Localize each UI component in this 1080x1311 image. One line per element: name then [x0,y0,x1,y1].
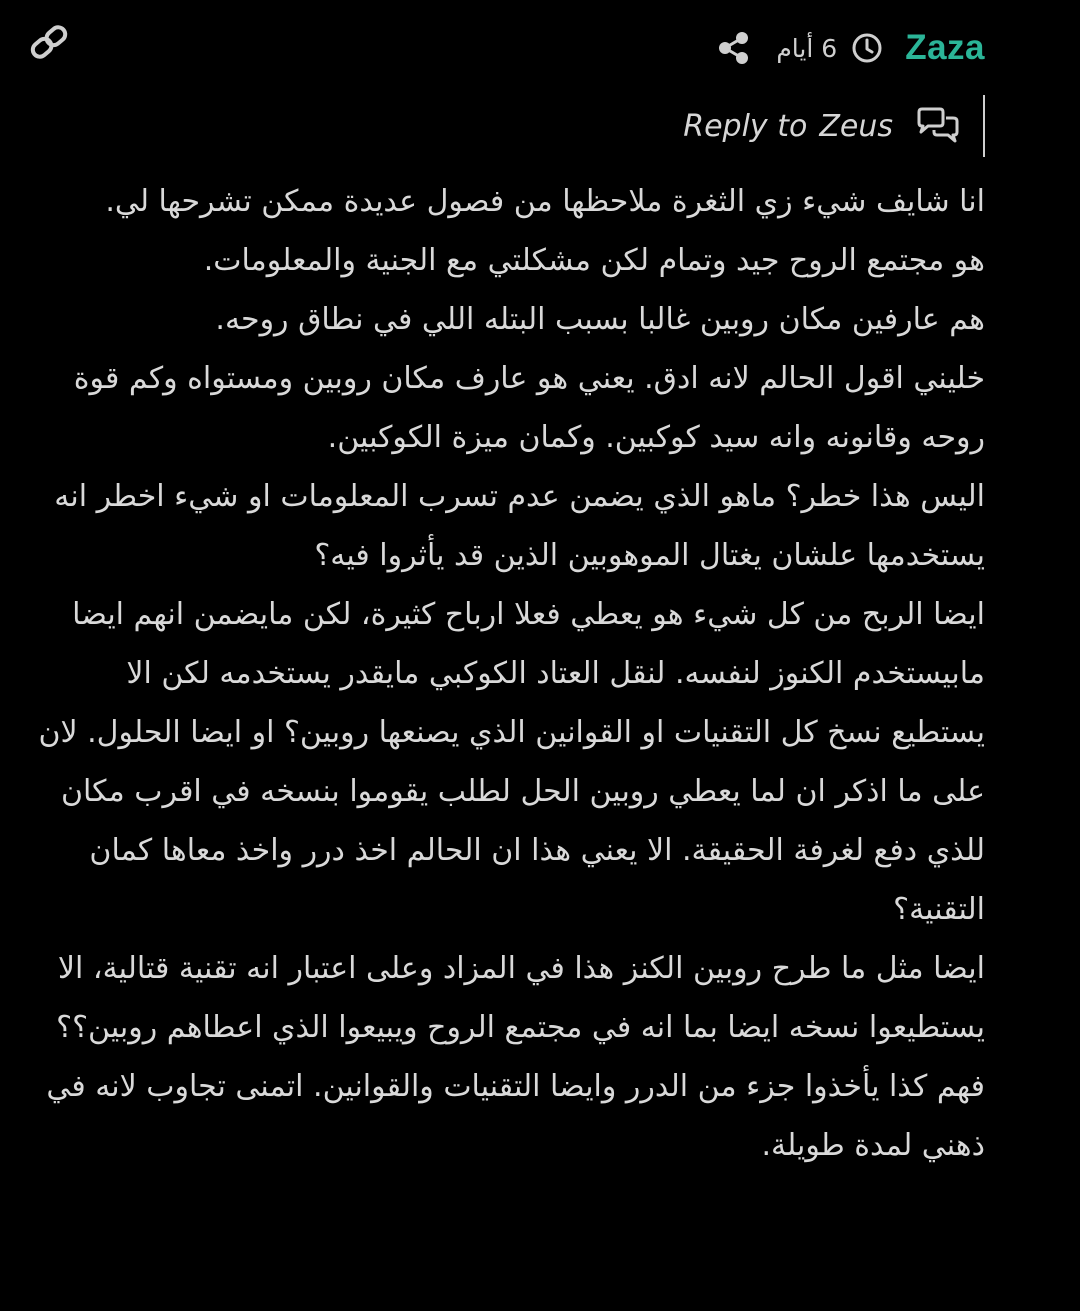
share-button[interactable] [716,31,750,65]
link-icon [28,24,70,60]
comment-timestamp: 6 أيام [776,33,838,63]
comment-paragraph: ايضا الربح من كل شيء هو يعطي فعلا ارباح كثيرة، لكن مايضمن انهم ايضا مابيستخدم الكنوز لنفسه. لنقل العتاد الكوكبي مايقدر يستخدمه لكن الا يستطيع نسخ كل التقنيات او القوانين الذي يصنعها روبين؟ او ايضا الحلول. لان على ما اذكر ان لما يعطي روبين الحل لطلب يقوموا بنسخه في اقرب مكان للذي دفع لغرفة الحقيقة. الا يعني هذا ان الحالم اخذ درر واخذ معاها كمان التقنية؟ [38,597,985,927]
clock-icon [851,32,883,64]
comment-body [25,172,985,1175]
reply-target-name[interactable]: Zeus [819,108,893,144]
comment-paragraph: هم عارفين مكان روبين غالبا بسبب البتله اللي في نطاق روحه. [215,302,985,337]
share-icon [716,31,750,65]
permalink-button[interactable] [28,24,70,60]
reply-prefix: Reply to [683,108,808,144]
reply-to-indicator [683,95,985,157]
comment-paragraph: هو مجتمع الروح جيد وتمام لكن مشكلتي مع الجنية والمعلومات. [203,243,985,278]
reply-to-label [683,109,893,144]
comment-paragraph: انا شايف شيء زي الثغرة ملاحظها من فصول عديدة ممكن تشرحها لي. [105,184,985,219]
comment-header [716,22,985,74]
comment-paragraph: ايضا مثل ما طرح روبين الكنز هذا في المزاد وعلى اعتبار انه تقنية قتالية، الا يستطيعوا نسخه ايضا بما انه في مجتمع الروح ويبيعوا الذي اعطاهم روبين؟؟ فهم كذا يأخذوا جزء من الدرر وايضا التقنيات والقوانين. اتمنى تجاوب لانه في ذهني لمدة طويلة. [46,951,985,1163]
comment-paragraph: اليس هذا خطر؟ ماهو الذي يضمن عدم تسرب المعلومات او شيء اخطر انه يستخدمها علشان يغتال الموهوبين الذين قد يأثروا فيه؟ [54,479,985,573]
chat-bubbles-icon[interactable] [915,106,961,146]
author-name[interactable]: Zaza [905,28,985,67]
comment-paragraph: خليني اقول الحالم لانه ادق. يعني هو عارف مكان روبين ومستواه وكم قوة روحه وقانونه وانه سيد كوكبين. وكمان ميزة الكوكبين. [73,361,985,455]
